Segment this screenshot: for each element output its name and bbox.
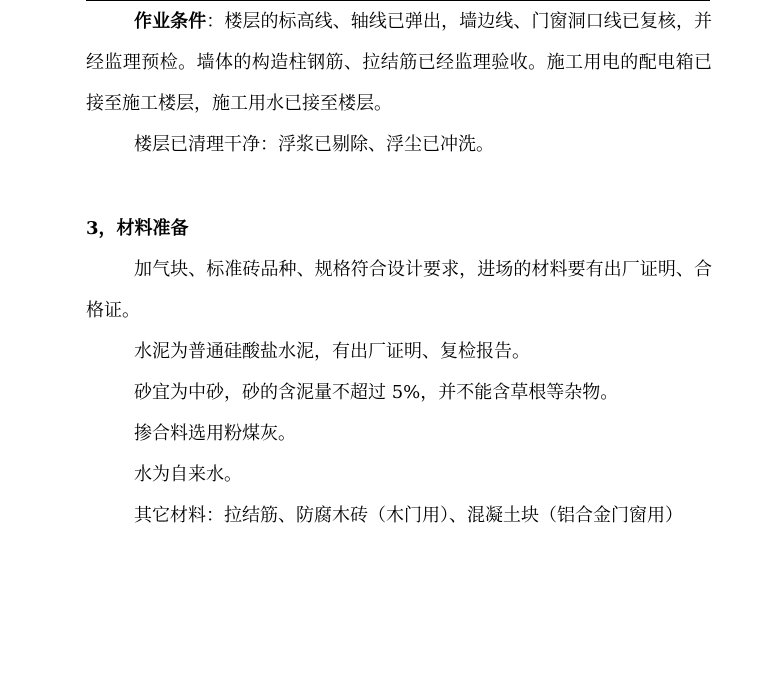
materials-paragraph-sand: 砂宜为中砂，砂的含泥量不超过 5%，并不能含草根等杂物。	[134, 382, 619, 403]
materials-paragraph-blocks: 加气块、标准砖品种、规格符合设计要求，进场的材料要有出厂证明、合格证。	[86, 259, 712, 321]
materials-paragraph-admixture: 掺合料选用粉煤灰。	[134, 423, 296, 444]
materials-paragraph-cement: 水泥为普通硅酸盐水泥，有出厂证明、复检报告。	[134, 341, 530, 362]
work-conditions-colon: ：	[206, 11, 225, 32]
materials-paragraph-water: 水为自来水。	[134, 464, 242, 485]
floor-cleaned-paragraph: 楼层已清理干净：浮浆已剔除、浮尘已冲洗。	[134, 134, 494, 155]
work-conditions-text: 楼层的标高线、轴线已弹出，墙边线、门窗洞口线已复核，并经监理预检。墙体的构造柱钢筋、拉结筋已经监理验收。施工用电的配电箱已接至施工楼层，施工用水已接至楼层。	[86, 11, 713, 114]
materials-heading: 3，材料准备	[86, 218, 189, 239]
work-conditions-label: 作业条件	[134, 11, 207, 32]
materials-paragraph-other: 其它材料：拉结筋、防腐木砖（木门用）、混凝土块（铝合金门窗用）	[134, 505, 683, 526]
section-spacer	[86, 165, 712, 208]
document-body	[86, 0, 712, 536]
work-conditions-paragraph	[86, 1, 712, 124]
